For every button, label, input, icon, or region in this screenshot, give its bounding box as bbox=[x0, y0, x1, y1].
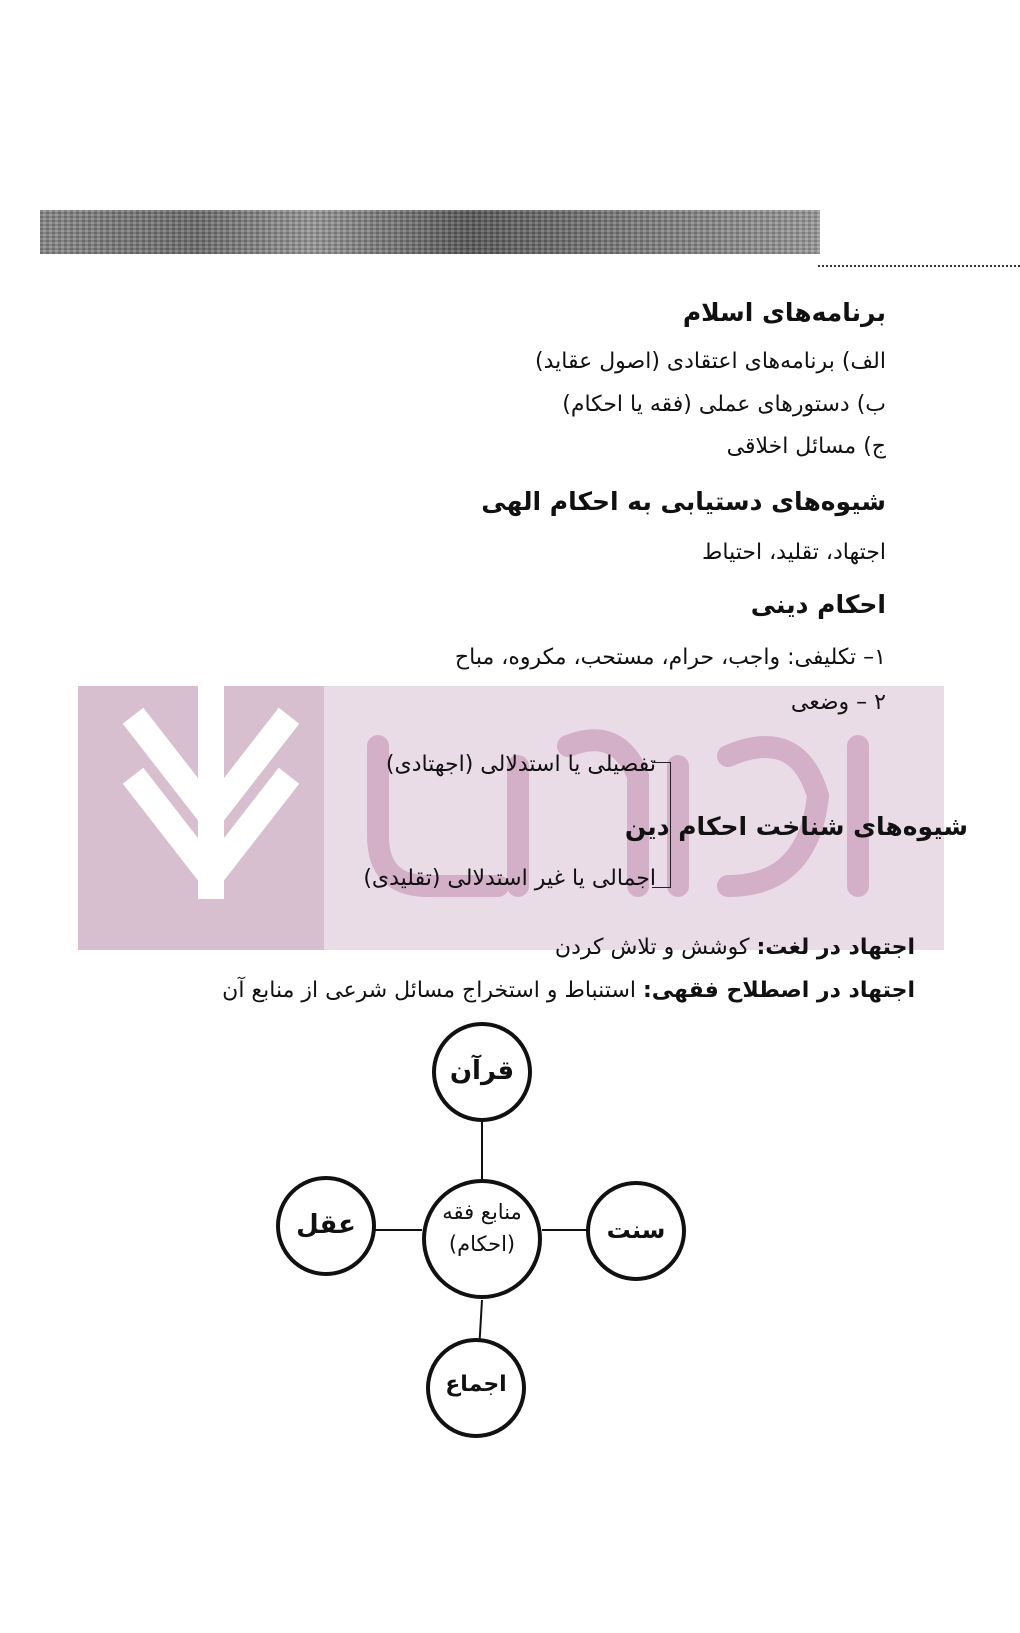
header-banner bbox=[40, 210, 820, 254]
list-item: ب) دستورهای عملی (فقه یا احکام) bbox=[562, 392, 886, 417]
branch-detailed: تفصیلی یا استدلالی (اجهتادی) bbox=[385, 752, 656, 777]
node-label-sunnat: سنت bbox=[606, 1216, 666, 1244]
definition-lughat-label: اجتهاد در لغت: bbox=[756, 935, 915, 960]
node-label-center-line2: (احکام) bbox=[448, 1232, 516, 1256]
definition-istilah bbox=[222, 978, 915, 1003]
node-label-quran: قرآن bbox=[449, 1056, 515, 1086]
list-item: الف) برنامه‌های اعتقادی (اصول عقاید) bbox=[534, 349, 886, 374]
section-title-religious-rulings: احکام دینی bbox=[750, 590, 886, 619]
ruling-item-taklifi: ۱– تکلیفی: واجب، حرام، مستحب، مکروه، مباح bbox=[454, 645, 886, 670]
definition-lughat bbox=[555, 935, 915, 960]
node-label-aql: عقل bbox=[296, 1210, 356, 1240]
definition-istilah-label: اجتهاد در اصطلاح فقهی: bbox=[643, 978, 915, 1003]
methods-text: اجتهاد، تقلید، احتیاط bbox=[702, 540, 886, 565]
section-title-islam-programs: برنامه‌های اسلام bbox=[682, 298, 886, 327]
definition-lughat-text: کوشش و تلاش کردن bbox=[554, 935, 757, 960]
methods-knowing-title: شیوه‌های شناخت احکام دین bbox=[624, 812, 968, 841]
branch-summary: اجمالی یا غیر استدلالی (تقلیدی) bbox=[363, 866, 656, 891]
node-label-center-line1: منابع فقه bbox=[442, 1200, 522, 1224]
list-item: ج) مسائل اخلاقی bbox=[726, 434, 886, 459]
node-label-ijma: اجماع bbox=[445, 1372, 507, 1397]
dotted-rule bbox=[818, 265, 1020, 267]
definition-istilah-text: استنباط و استخراج مسائل شرعی از منابع آن bbox=[222, 978, 643, 1003]
section-title-methods-access: شیوه‌های دستیابی به احکام الهی bbox=[481, 487, 886, 516]
ruling-item-wazi: ۲ – وضعی bbox=[790, 690, 886, 715]
